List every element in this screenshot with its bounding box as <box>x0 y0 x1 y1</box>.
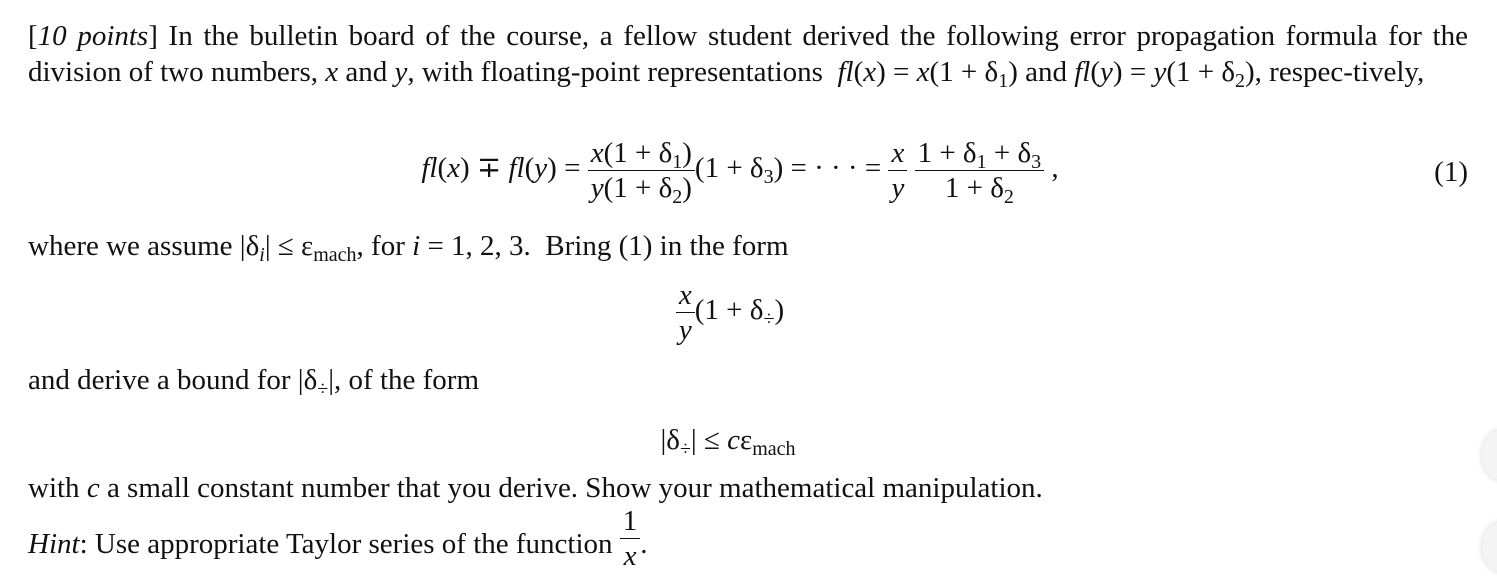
fraction-delta-ratio: $\frac{1 + \delta_1 + \delta_3}{1 + \delta_2}$ <box>915 136 1045 205</box>
constant-line: with c a small constant number that you derive. Show your mathematical manipulation. <box>28 472 1043 504</box>
equation-1 <box>28 136 1468 208</box>
intro-text: In the bulletin board of the course, a fellow student derived the following error propagation formula for the division of two numbers, <box>28 20 1468 88</box>
fraction-fl-ratio: $\frac{x(1 + \delta_1)}{y(1 + \delta_2)}$ <box>588 136 695 205</box>
equation-number: (1) <box>1434 156 1468 188</box>
fraction-x-over-y: $\frac{x}{y}$ <box>888 136 907 205</box>
equation-1-body: fl(x) ∓ fl(y) = $\frac{x(1 + \delta_1)}{y(1 + \delta_2)}$ $(1 + \delta_3)$ = · · · = $\frac{x}{y}$ $\frac{1 + \delta_1 + \delta_3}{1 + \delta_2}$ , <box>421 137 1059 208</box>
fl-y-definition: $fl(y) = y(1 + \delta_2)$ <box>1074 56 1255 92</box>
hint-line: Hint: Use appropriate Taylor series of the function $\frac{1}{x}$ . <box>28 505 648 572</box>
assumption-line: where we assume $|\delta_i| \le \varepsilon_{mach}$, for i = 1, 2, 3. Bring (1) in the form <box>28 230 789 266</box>
points-label: 10 points <box>37 20 149 52</box>
problem-statement <box>28 18 1468 572</box>
intro-paragraph: [10 points] In the bulletin board of the course, a fellow student derived the following error propagation formula for the division of two numbers, x and y, with floating-point representations $fl(x) = x(1 + \delta_1)$ and $fl(y) = y(1 + \delta_2)$, respec-tively, <box>28 20 1468 92</box>
scroll-edge-nub-lower <box>1482 522 1497 572</box>
bound-form: $|\delta_\div| \le c\varepsilon_{mach}$ <box>660 424 796 460</box>
fraction-x-over-y-target: $\frac{x}{y}$ <box>676 278 695 347</box>
fraction-one-over-x: $\frac{1}{x}$ <box>620 504 641 573</box>
derive-bound-line: and derive a bound for $|\delta_\div|$, of the form <box>28 364 480 400</box>
target-form: $\frac{x}{y}$ $(1 + \delta_\div)$ <box>28 278 1468 347</box>
fl-x-definition: $fl(x) = x(1 + \delta_1)$ <box>837 56 1018 92</box>
hint-label: Hint <box>28 528 80 560</box>
scroll-edge-nub-upper <box>1482 430 1497 480</box>
